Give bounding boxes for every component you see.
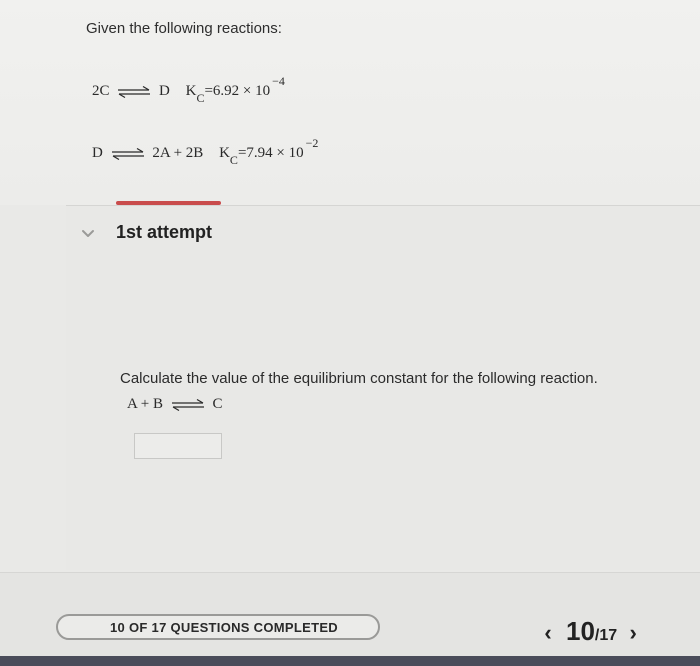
bottom-edge <box>0 656 700 666</box>
reaction-1-kc <box>185 74 285 105</box>
chevron-down-icon[interactable] <box>80 225 96 241</box>
kc-value: =7.94 × 10 <box>237 145 304 161</box>
prev-question-button[interactable]: ‹ <box>544 620 552 645</box>
kc-exponent: −4 <box>272 74 285 88</box>
target-reaction <box>127 396 223 413</box>
equilibrium-arrow-icon <box>117 86 151 98</box>
total-questions: /17 <box>594 627 618 644</box>
reaction-2-kc <box>219 136 319 167</box>
attempt-panel <box>66 206 700 570</box>
reaction-2-right: 2A + 2B <box>152 145 204 161</box>
next-question-button[interactable]: › <box>629 620 637 645</box>
kc-exponent: −2 <box>305 136 319 150</box>
divider <box>66 205 700 206</box>
intro-text: Given the following reactions: <box>86 20 282 37</box>
reaction-1 <box>92 74 285 105</box>
reaction-2 <box>92 136 319 167</box>
reaction-2-left: D <box>92 145 103 161</box>
attempt-tab-indicator <box>116 201 221 205</box>
reaction-1-left: 2C <box>92 83 110 99</box>
equilibrium-arrow-icon <box>111 148 145 160</box>
attempt-title: 1st attempt <box>116 222 213 242</box>
progress-text: 10 OF 17 QUESTIONS COMPLETED <box>110 619 338 635</box>
question-text: Calculate the value of the equilibrium constant for the following reaction. <box>120 370 598 387</box>
kc-symbol: K <box>185 83 197 99</box>
kc-subscript: C <box>229 153 238 167</box>
target-reaction-right: C <box>212 396 223 412</box>
progress-indicator <box>56 614 380 640</box>
kc-value: =6.92 × 10 <box>204 83 271 99</box>
question-pager <box>538 616 643 647</box>
target-reaction-left: A + B <box>127 396 163 412</box>
equilibrium-arrow-icon <box>171 399 205 411</box>
kc-symbol: K <box>219 145 230 161</box>
kc-subscript: C <box>196 91 205 105</box>
attempt-header[interactable] <box>80 222 212 243</box>
reaction-1-right: D <box>159 83 170 99</box>
current-question-number: 10 <box>566 616 595 646</box>
answer-input[interactable] <box>134 433 222 459</box>
